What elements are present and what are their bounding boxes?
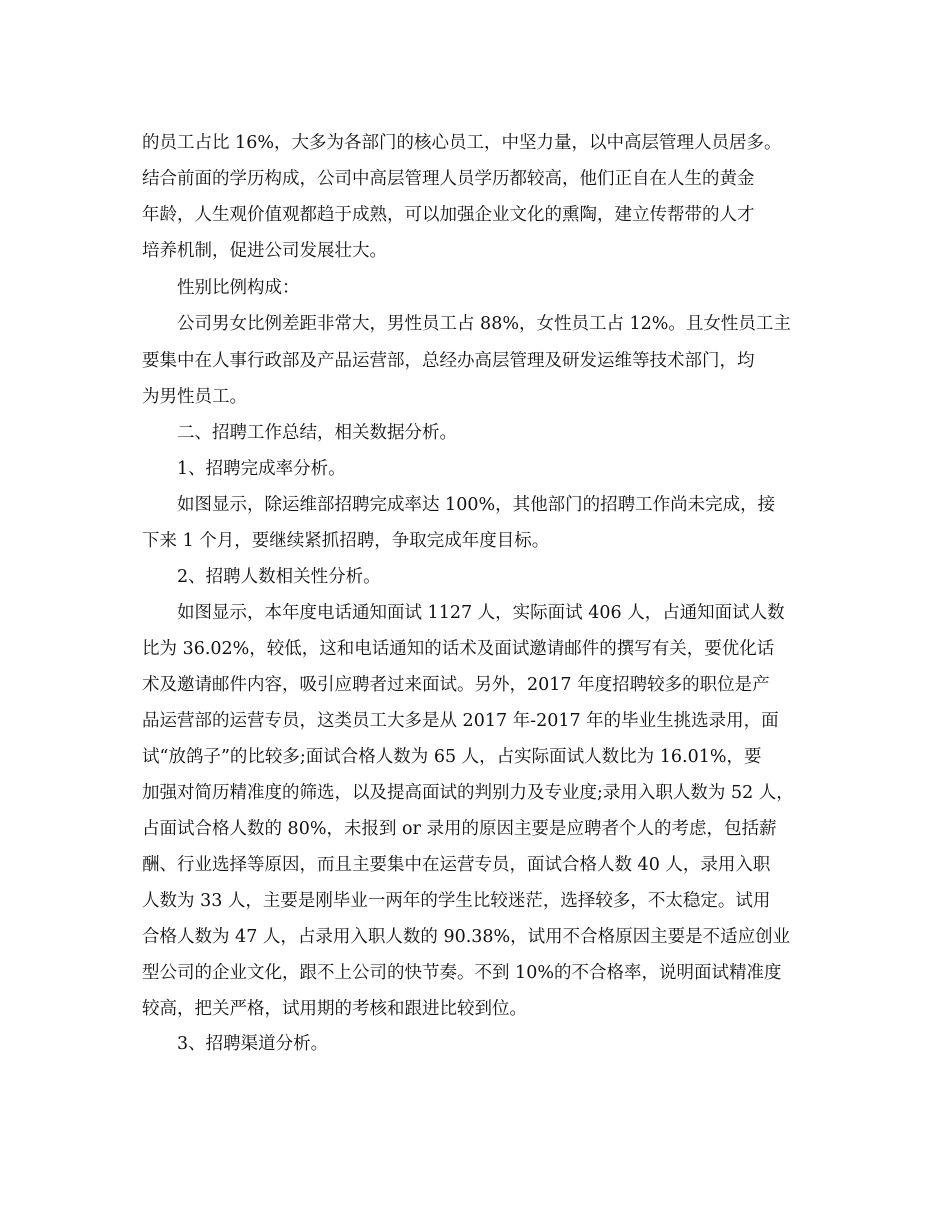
body-text-line: 的员工占比 16%，大多为各部门的核心员工，中坚力量，以中高层管理人员居多。 — [142, 133, 782, 153]
section-heading: 二、招聘工作总结，相关数据分析。 — [177, 423, 457, 443]
body-text-line: 合格人数为 47 人，占录用入职人数的 90.38%，试用不合格原因主要是不适应创业 — [142, 927, 791, 947]
body-text-line: 型公司的企业文化，跟不上公司的快节奏。不到 10%的不合格率，说明面试精准度 — [142, 963, 782, 983]
body-text-line: 要集中在人事行政部及产品运营部，总经办高层管理及研发运维等技术部门，均 — [142, 351, 755, 371]
section-heading: 1、招聘完成率分析。 — [177, 459, 346, 479]
body-text-line: 公司男女比例差距非常大，男性员工占 88%，女性员工占 12%。且女性员工主 — [177, 314, 791, 334]
section-heading: 3、招聘渠道分析。 — [177, 1034, 329, 1054]
body-text-line: 试“放鸽子”的比较多;面试合格人数为 65 人，占实际面试人数比为 16.01%，要 — [142, 747, 762, 767]
body-text-line: 酬、行业选择等原因，而且主要集中在运营专员，面试合格人数 40 人，录用入职 — [142, 855, 771, 875]
body-text-line: 术及邀请邮件内容，吸引应聘者过来面试。另外，2017 年度招聘较多的职位是产 — [142, 675, 770, 695]
body-text-line: 比为 36.02%，较低，这和电话通知的话术及面试邀请邮件的撰写有关，要优化话 — [142, 639, 775, 659]
body-text-line: 年龄，人生观价值观都趋于成熟，可以加强企业文化的熏陶，建立传帮带的人才 — [142, 205, 755, 225]
section-heading: 性别比例构成： — [177, 278, 300, 298]
body-text-line: 如图显示，本年度电话通知面试 1127 人，实际面试 406 人，占通知面试人数 — [177, 603, 785, 623]
body-text-line: 加强对简历精准度的筛选，以及提高面试的判别力及专业度;录用入职人数为 52 人， — [142, 783, 794, 803]
body-text-line: 培养机制，促进公司发展壮大。 — [142, 241, 387, 261]
body-text-line: 较高，把关严格，试用期的考核和跟进比较到位。 — [142, 999, 527, 1019]
body-text-line: 如图显示，除运维部招聘完成率达 100%，其他部门的招聘工作尚未完成，接 — [177, 495, 776, 515]
section-heading: 2、招聘人数相关性分析。 — [177, 567, 381, 587]
body-text-line: 占面试合格人数的 80%，未报到 or 录用的原因主要是应聘者个人的考虑，包括薪 — [142, 819, 777, 839]
body-text-line: 品运营部的运营专员，这类员工大多是从 2017 年-2017 年的毕业生挑选录用，面 — [142, 711, 779, 731]
body-text-line: 人数为 33 人，主要是刚毕业一两年的学生比较迷茫，选择较多，不太稳定。试用 — [142, 891, 771, 911]
body-text-line: 为男性员工。 — [142, 387, 247, 407]
body-text-line: 下来 1 个月，要继续紧抓招聘，争取完成年度目标。 — [142, 531, 550, 551]
body-text-line: 结合前面的学历构成，公司中高层管理人员学历都较高，他们正自在人生的黄金 — [142, 169, 755, 189]
